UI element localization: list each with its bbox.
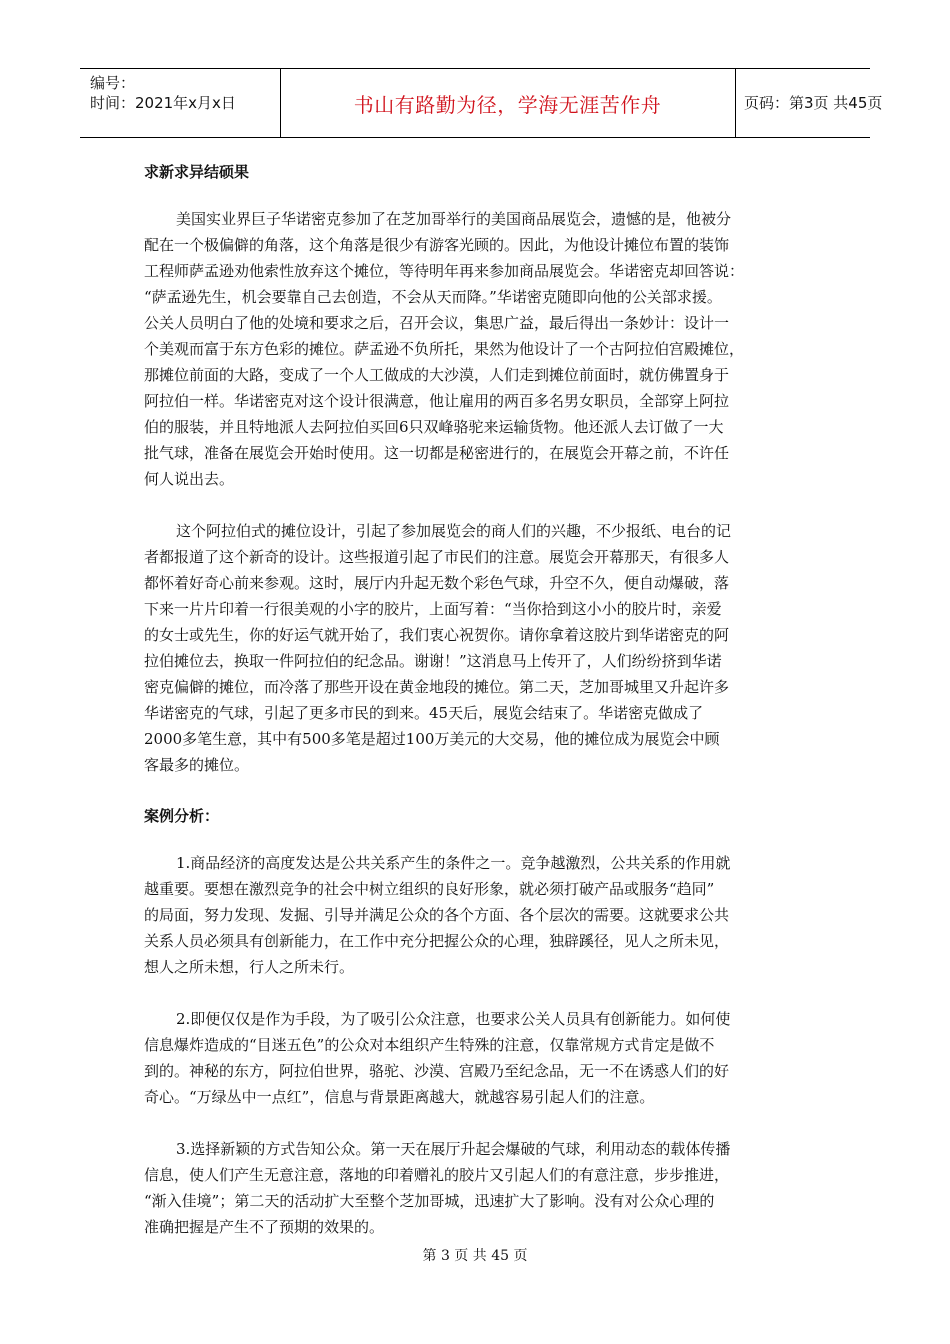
document-body [144, 160, 808, 1240]
analysis-point: 3.选择新颖的方式告知公众。第一天在展厅升起会爆破的气球，利用动态的载体传播 信息，使人们产生无意注意，落地的印着赠礼的胶片又引起人们的有意注意，步步推进， “渐入佳境”；第二天的活动扩大至整个芝加哥城，迅速扩大了影响。没有对公众心理的 准确把握是产生不了预期的效果的。 [144, 1140, 731, 1236]
header-motto-cell [280, 69, 736, 137]
header-time-label: 时间：2021年x月x日 [90, 94, 236, 112]
header-page-cell [736, 69, 883, 137]
article-title: 求新求异结硕果 [144, 163, 250, 181]
header-meta-cell [80, 69, 281, 137]
header-page-label: 页码：第3页 共45页 [744, 94, 883, 112]
analysis-point: 2.即便仅仅是作为手段，为了吸引公众注意，也要求公关人员具有创新能力。如何使 信息爆炸造成的“目迷五色”的公众对本组织产生特殊的注意，仅靠常规方式肯定是做不 到的。神秘的东方，阿拉伯世界，骆驼、沙漠、宫殿乃至纪念品，无一不在诱惑人们的好 奇心。“万绿丛中一点红”，信息与背景距离越大，就越容易引起人们的注意。 [144, 1010, 731, 1106]
article-paragraph: 美国实业界巨子华诺密克参加了在芝加哥举行的美国商品展览会，遗憾的是，他被分 配在一个极偏僻的角落，这个角落是很少有游客光顾的。因此，为他设计摊位布置的装饰 工程师萨孟逊劝他索性放弃这个摊位，等待明年再来参加商品展览会。华诺密克却回答说： “萨孟逊先生，机会要靠自己去创造，不会从天而降。”华诺密克随即向他的公关部求援。 公关人员明白了他的处境和要求之后，召开会议，集思广益，最后得出一条妙计：设计一 个美观而富于东方色彩的摊位。萨孟逊不负所托，果然为他设计了一个古阿拉伯宫殿摊位， 那摊位前面的大路，变成了一个人工做成的大沙漠，人们走到摊位前面时，就仿佛置身于 阿拉伯一样。华诺密克对这个设计很满意，他让雇用的两百多名男女职员，全部穿上阿拉 伯的服装，并且特地派人去阿拉伯买回6只双峰骆驼来运输货物。他还派人去订做了一大 批气球，准备在展览会开始时使用。这一切都是秘密进行的，在展览会开幕之前，不许任 何人说出去。 [144, 210, 745, 488]
analysis-point: 1.商品经济的高度发达是公共关系产生的条件之一。竞争越激烈，公共关系的作用就 越重要。要想在激烈竞争的社会中树立组织的良好形象，就必须打破产品或服务“趋同” 的局面，努力发现、发掘、引导并满足公众的各个方面、各个层次的需要。这就要求公共 关系人员必须具有创新能力，在工作中充分把握公众的心理，独辟蹊径，见人之所未见， 想人之所未想，行人之所未行。 [144, 854, 731, 976]
analysis-title: 案例分析： [144, 807, 220, 825]
page-header [80, 68, 883, 138]
page-footer: 第 3 页 共 45 页 [422, 1248, 528, 1264]
header-number-label: 编号： [90, 74, 136, 92]
article-paragraph: 这个阿拉伯式的摊位设计，引起了参加展览会的商人们的兴趣，不少报纸、电台的记 者都报道了这个新奇的设计。这些报道引起了市民们的注意。展览会开幕那天，有很多人 都怀着好奇心前来参观。这时，展厅内升起无数个彩色气球，升空不久，便自动爆破，落 下来一片片印着一行很美观的小字的胶片，上面写着：“当你拾到这小小的胶片时，亲爱 的女士或先生，你的好运气就开始了，我们衷心祝贺你。请你拿着这胶片到华诺密克的阿 拉伯摊位去，换取一件阿拉伯的纪念品。谢谢！”这消息马上传开了，人们纷纷挤到华诺 密克偏僻的摊位，而冷落了那些开设在黄金地段的摊位。第二天，芝加哥城里又升起许多 华诺密克的气球，引起了更多市民的到来。45天后，展览会结束了。华诺密克做成了 2000多笔生意，其中有500多笔是超过100万美元的大交易，他的摊位成为展览会中顾 客最多的摊位。 [144, 522, 732, 774]
header-motto: 书山有路勤为径，学海无涯苦作舟 [353, 93, 662, 117]
